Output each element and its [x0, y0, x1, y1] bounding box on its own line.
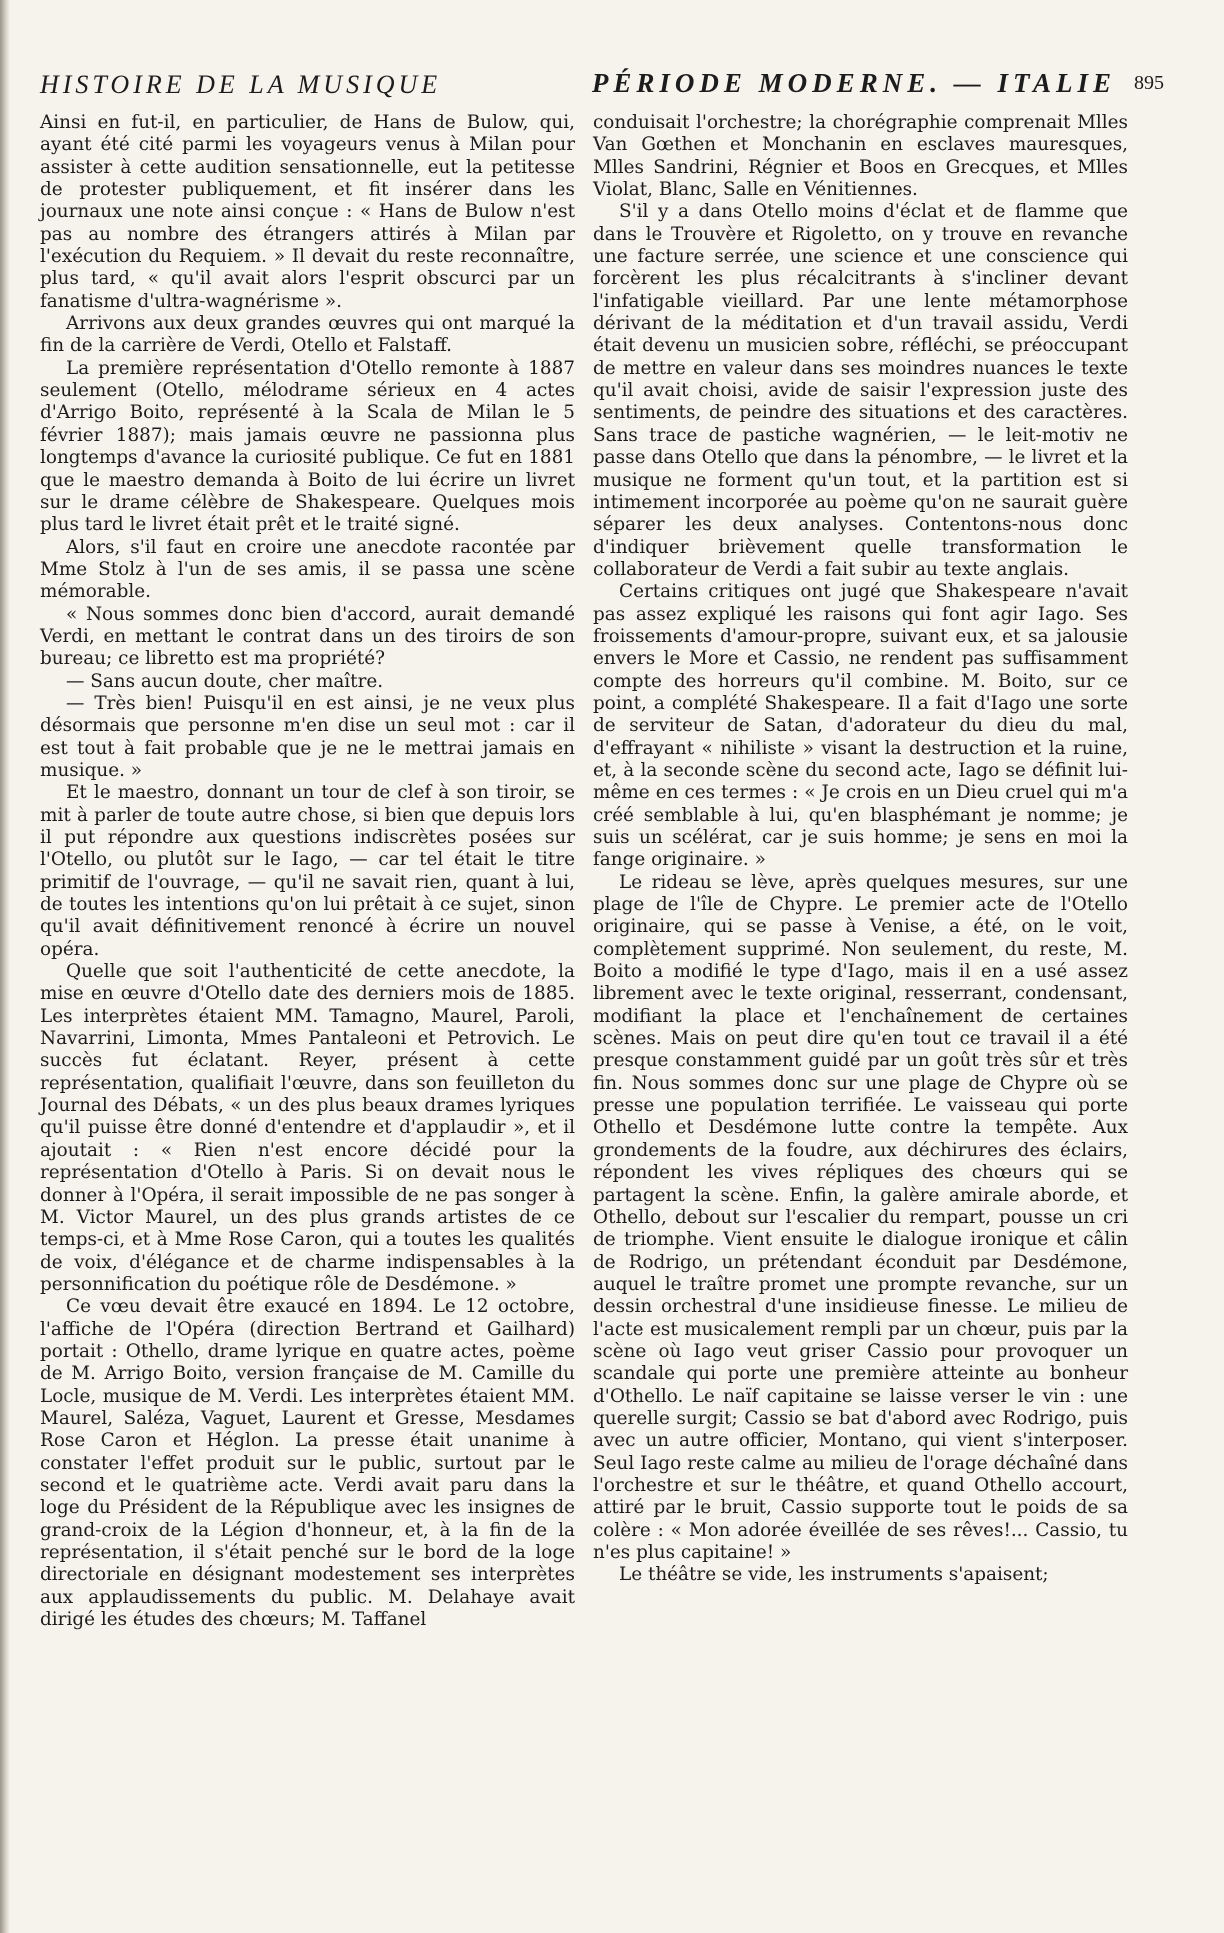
page-number: 895: [1134, 72, 1164, 94]
right-text-column: [593, 112, 1128, 1587]
paragraph: conduisait l'orchestre; la chorégraphie comprenait Mlles Van Gœthen et Monchanin en esclaves mauresques, Mlles Sandrini, Régnier et Boos en Grecques, et Mlles Violat, Blanc, Salle en Vénitiennes.: [593, 112, 1128, 201]
paragraph: Certains critiques ont jugé que Shakespeare n'avait pas assez expliqué les raisons qui font agir Iago. Ses froissements d'amour-propre, suivant eux, et sa jalousie envers le More et Cassio, ne rendent pas suffisamment compte des horreurs qu'il combine. M. Boito, sur ce point, a complété Shakespeare. Il a fait d'Iago une sorte de serviteur de Satan, d'adorateur du dieu du mal, d'effrayant « nihiliste » visant la destruction et la ruine, et, à la seconde scène du second acte, Iago se définit lui-même en ces termes : « Je crois en un Dieu cruel qui m'a créé semblable à lui, qu'en blasphémant je nomme; je suis un scélérat, car je suis homme; je sens en moi la fange originaire. »: [593, 581, 1128, 871]
paragraph: S'il y a dans Otello moins d'éclat et de flamme que dans le Trouvère et Rigoletto, on y trouve en revanche une facture serrée, une science et une conscience qui forcèrent les plus récalcitrants à s'incliner devant l'infatigable vieillard. Par une lente métamorphose dérivant de la méditation et d'un travail assidu, Verdi était devenu un musicien sobre, réfléchi, se préoccupant de mettre en valeur dans ses moindres nuances le texte qu'il avait choisi, avide de saisir l'expression juste des sentiments, de peindre des situations et des caractères. Sans trace de pastiche wagnérien, — le leit-motiv ne passe dans Otello que dans la pénombre, — le livret et la musique ne forment qu'un tout, et la partition est si intimement incorporée au poème qu'on ne saurait guère séparer les deux analyses. Contentons-nous donc d'indiquer brièvement quelle transformation le collaborateur de Verdi a fait subir au texte anglais.: [593, 201, 1128, 580]
header-section-title: PÉRIODE MODERNE. — ITALIE: [591, 68, 1116, 98]
page-binding-edge: [0, 0, 10, 1933]
paragraph: Alors, s'il faut en croire une anecdote racontée par Mme Stolz à l'un de ses amis, il se passa une scène mémorable.: [40, 536, 575, 603]
paragraph: Ce vœu devait être exaucé en 1894. Le 12 octobre, l'affiche de l'Opéra (direction Bertrand et Gailhard) portait : Othello, drame lyrique en quatre actes, poème de M. Arrigo Boito, version française de M. Camille du Locle, musique de M. Verdi. Les interprètes étaient MM. Maurel, Saléza, Vaguet, Laurent et Gresse, Mesdames Rose Caron et Héglon. La presse était unanime à constater l'effet produit sur le public, surtout par le second et le quatrième acte. Verdi avait paru dans la loge du Président de la République avec les insignes de grand-croix de la Légion d'honneur, et, à la fin de la représentation, il s'était penché sur le bord de la loge directoriale en désignant modestement ses interprètes aux applaudissements du public. M. Delahaye avait dirigé les études des chœurs; M. Taffanel: [40, 1296, 575, 1631]
paragraph: Quelle que soit l'authenticité de cette anecdote, la mise en œuvre d'Otello date des derniers mois de 1885. Les interprètes étaient MM. Tamagno, Maurel, Paroli, Navarrini, Limonta, Mmes Pantaleoni et Petrovich. Le succès fut éclatant. Reyer, présent à cette représentation, qualifiait l'œuvre, dans son feuilleton du Journal des Débats, « un des plus beaux drames lyriques qu'il puisse être donné d'entendre et d'applaudir », et il ajoutait : « Rien n'est encore décidé pour la représentation d'Otello à Paris. Si on devait nous le donner à l'Opéra, il serait impossible de ne pas songer à M. Victor Maurel, un des plus grands artistes de ce temps-ci, et à Mme Rose Caron, qui a toutes les qualités de voix, d'élégance et de charme indispensables à la personnification du poétique rôle de Desdémone. »: [40, 961, 575, 1295]
paragraph: « Nous sommes donc bien d'accord, aurait demandé Verdi, en mettant le contrat dans un des tiroirs de son bureau; ce libretto est ma propriété?: [40, 603, 575, 670]
paragraph: Le théâtre se vide, les instruments s'apaisent;: [619, 1564, 1049, 1586]
left-text-column: [40, 112, 575, 1631]
paragraph: La première représentation d'Otello remonte à 1887 seulement (Otello, mélodrame sérieux en 4 actes d'Arrigo Boito, représenté à la Scala de Milan le 5 février 1887); mais jamais œuvre ne passionna plus longtemps d'avance la curiosité publique. Ce fut en 1881 que le maestro demanda à Boito de lui écrire un livret sur le drame célèbre de Shakespeare. Quelques mois plus tard le livret était prêt et le traité signé.: [40, 357, 575, 536]
paragraph: Et le maestro, donnant un tour de clef à son tiroir, se mit à parler de toute autre chose, si bien que depuis lors il put répondre aux questions indiscrètes posées sur l'Otello, ou plutôt sur le Iago, — car tel était le titre primitif de l'ouvrage, — qu'il ne savait rien, quant à lui, de toutes les intentions qu'on lui prêtait à ce sujet, sinon qu'il avait définitivement renoncé à écrire un nouvel opéra.: [40, 782, 575, 960]
running-header: [40, 64, 1164, 104]
paragraph: — Très bien! Puisqu'il en est ainsi, je ne veux plus désormais que personne m'en dise un seul mot : car il est tout à fait probable que je ne le mettrai jamais en musique. »: [40, 692, 575, 781]
paragraph: — Sans aucun doute, cher maître.: [66, 670, 384, 692]
paragraph: Ainsi en fut-il, en particulier, de Hans de Bulow, qui, ayant été cité parmi les voyageurs venus à Milan pour assister à cette audition sensationnelle, eut la petitesse de protester publiquement, et fit insérer dans les journaux une note ainsi conçue : « Hans de Bulow n'est pas au nombre des étrangers attirés à Milan par l'exécution du Requiem. » Il devait du reste reconnaître, plus tard, « qu'il avait alors l'esprit obscurci par un fanatisme d'ultra-wagnérisme ».: [40, 112, 575, 312]
header-book-title: HISTOIRE DE LA MUSIQUE: [40, 70, 442, 99]
paragraph: Arrivons aux deux grandes œuvres qui ont marqué la fin de la carrière de Verdi, Otello et Falstaff.: [40, 313, 575, 357]
paragraph: Le rideau se lève, après quelques mesures, sur une plage de l'île de Chypre. Le premier acte de l'Otello originaire, qui se passe à Venise, a été, on le voit, complètement supprimé. Non seulement, du reste, M. Boito a modifié le type d'Iago, mais il en a usé assez librement avec le texte original, resserrant, condensant, modifiant la place et l'enchaînement de certaines scènes. Mais on peut dire qu'en tout ce travail il a été presque constamment guidé par un goût très sûr et très fin. Nous sommes donc sur une plage de Chypre où se presse une population terrifiée. Le vaisseau qui porte Othello et Desdémone lutte contre la tempête. Aux grondements de la foudre, aux déchirures des éclairs, répondent les vives répliques des chœurs qui se partagent la scène. Enfin, la galère amirale aborde, et Othello, debout sur l'escalier du rempart, pousse un cri de triomphe. Vient ensuite le dialogue ironique et câlin de Rodrigo, un prétendant éconduit par Desdémone, auquel le traître promet une prompte revanche, sur un dessin orchestral d'une insidieuse finesse. Le milieu de l'acte est musicalement rempli par un chœur, puis par la scène où Iago veut griser Cassio pour provoquer un scandale qui porte une première atteinte au bonheur d'Othello. Le naïf capitaine se laisse verser le vin : une querelle surgit; Cassio se bat d'abord avec Rodrigo, puis avec un autre officier, Montano, qui vient s'interposer. Seul Iago reste calme au milieu de l'orage déchaîné dans l'orchestre et sur le théâtre, et quand Othello accourt, attiré par le bruit, Cassio supporte tout le poids de sa colère : « Mon adorée éveillée de ses rêves!... Cassio, tu n'es plus capitaine! »: [593, 871, 1128, 1563]
